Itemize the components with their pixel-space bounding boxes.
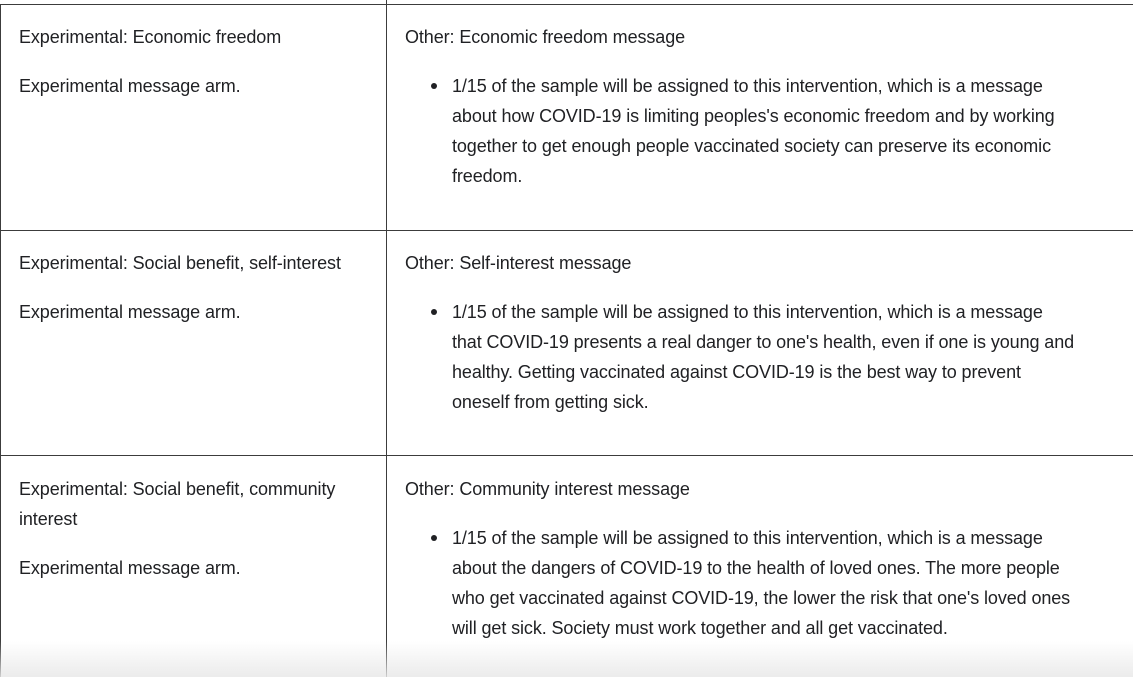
row-divider bbox=[0, 230, 1133, 231]
table-row-2-arm-cell bbox=[1, 248, 386, 327]
intervention-bullet bbox=[405, 71, 1075, 191]
intervention-title: Other: Community interest message bbox=[405, 479, 690, 499]
row-divider bbox=[0, 4, 1133, 5]
intervention-bullet bbox=[405, 523, 1075, 643]
bullet-dot-icon bbox=[431, 535, 437, 541]
table-row-2-intervention-cell bbox=[387, 248, 1133, 417]
table-row-1-intervention-cell bbox=[387, 22, 1133, 191]
intervention-bullet-text: 1/15 of the sample will be assigned to this intervention, which is a message about how COVID-19 is limiting peoples's economic freedom and by working together to get enough people vaccinated society can preserve its economic freedom. bbox=[452, 76, 1055, 186]
arm-type-label: Experimental: Social benefit, community interest bbox=[19, 479, 336, 529]
row-divider bbox=[0, 455, 1133, 456]
table-row-1-arm-cell bbox=[1, 22, 386, 101]
arm-description: Experimental message arm. bbox=[19, 558, 241, 578]
arm-type-label: Experimental: Economic freedom bbox=[19, 27, 282, 47]
table-row-3-arm-cell bbox=[1, 474, 371, 583]
table-row-3-intervention-cell bbox=[387, 474, 1133, 643]
intervention-bullet-text: 1/15 of the sample will be assigned to this intervention, which is a message that COVID-19 presents a real danger to one's health, even if one is young and healthy. Getting vaccinated against COVID-19 is the best way to prevent oneself from getting sick. bbox=[452, 302, 1075, 412]
arm-description: Experimental message arm. bbox=[19, 76, 241, 96]
arm-type-label: Experimental: Social benefit, self-interest bbox=[19, 253, 341, 273]
intervention-bullet-list bbox=[405, 297, 1133, 417]
intervention-title: Other: Self-interest message bbox=[405, 253, 632, 273]
intervention-title: Other: Economic freedom message bbox=[405, 27, 686, 47]
arm-description: Experimental message arm. bbox=[19, 302, 241, 322]
bullet-dot-icon bbox=[431, 83, 437, 89]
intervention-bullet-list bbox=[405, 71, 1133, 191]
bullet-dot-icon bbox=[431, 309, 437, 315]
intervention-bullet-text: 1/15 of the sample will be assigned to this intervention, which is a message about the dangers of COVID-19 to the health of loved ones. The more people who get vaccinated against COVID-19, the lower the risk that one's loved ones will get sick. Society must work together and all get vaccinated. bbox=[452, 528, 1071, 638]
intervention-bullet-list bbox=[405, 523, 1133, 643]
intervention-bullet bbox=[405, 297, 1075, 417]
